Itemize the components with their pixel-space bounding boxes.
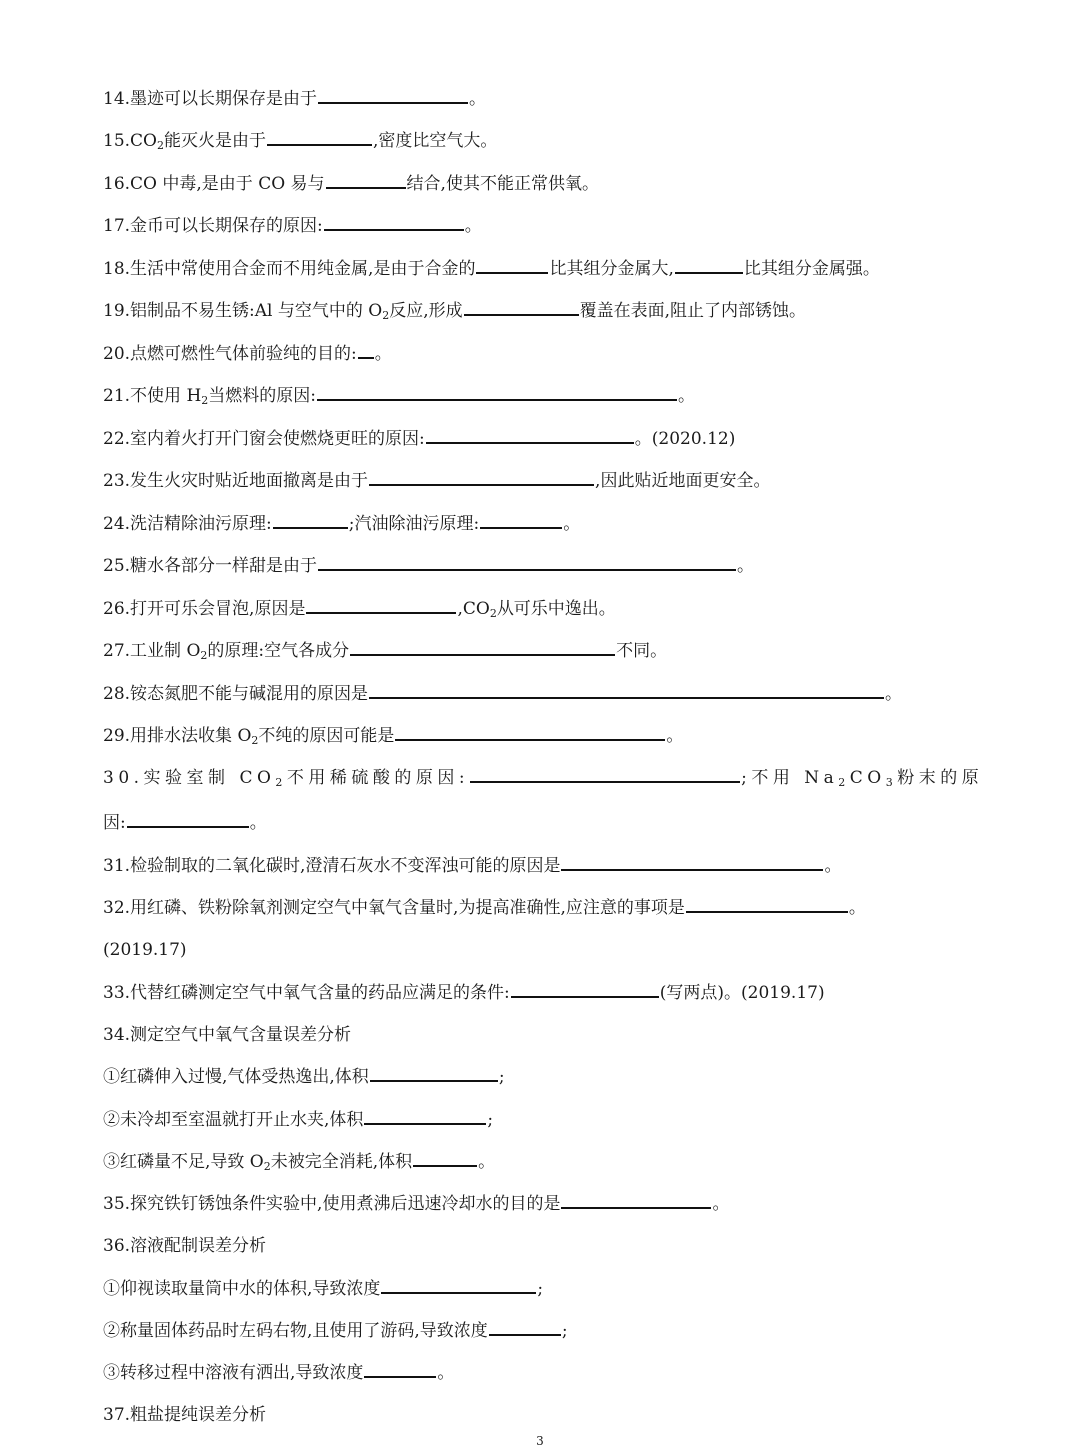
- question-22: 22.室内着火打开门窗会使燃烧更旺的原因: 。(2020.12): [103, 424, 735, 454]
- answer-blank[interactable]: [686, 894, 848, 913]
- question-36-item-2: ②称量固体药品时左码右物,且使用了游码,导致浓度 ;: [103, 1316, 568, 1346]
- page-number: 3: [536, 1434, 544, 1448]
- answer-blank[interactable]: [561, 852, 823, 871]
- question-26: 26.打开可乐会冒泡,原因是 $,CO_2$从可乐中逸出。: [103, 594, 616, 624]
- answer-blank[interactable]: [369, 680, 884, 699]
- answer-blank[interactable]: [364, 1106, 486, 1125]
- answer-blank[interactable]: [318, 552, 736, 571]
- question-20: 20.点燃可燃性气体前验纯的目的: 。: [103, 339, 392, 369]
- question-34-item-1: ①红磷伸入过慢,气体受热逸出,体积 ;: [103, 1062, 505, 1092]
- answer-blank[interactable]: [350, 637, 615, 656]
- question-27: 27.工业制 $O_2$的原理:空气各成分 不同。: [103, 636, 667, 666]
- question-21: 21.不使用 $H_2$当燃料的原因: 。: [103, 381, 695, 411]
- question-15: $15.CO_2$能灭火是由于 ,密度比空气大。: [103, 126, 497, 156]
- answer-blank[interactable]: [370, 1063, 498, 1082]
- answer-blank[interactable]: [489, 1317, 561, 1336]
- answer-blank[interactable]: [426, 425, 634, 444]
- question-28: 28.铵态氮肥不能与碱混用的原因是 。: [103, 679, 902, 709]
- question-14: 14.墨迹可以长期保存是由于 。: [103, 84, 486, 114]
- question-34-title: 34.测定空气中氧气含量误差分析: [103, 1025, 352, 1045]
- answer-blank[interactable]: [318, 85, 468, 104]
- question-25: 25.糖水各部分一样甜是由于 。: [103, 551, 754, 581]
- answer-blank[interactable]: [511, 979, 659, 998]
- question-33: 33.代替红磷测定空气中氧气含量的药品应满足的条件: (写两点)。(2019.17): [103, 978, 825, 1008]
- question-30-continued: 因: 。: [103, 808, 267, 838]
- answer-blank[interactable]: [324, 212, 464, 231]
- answer-blank[interactable]: [675, 255, 743, 274]
- answer-blank[interactable]: [480, 510, 562, 529]
- question-34-item-2: ②未冷却至室温就打开止水夹,体积 ;: [103, 1105, 493, 1135]
- answer-blank[interactable]: [273, 510, 348, 529]
- question-19: 19.铝制品不易生锈:Al 与空气中的 $O_2$反应,形成 覆盖在表面,阻止了内部锈蚀。: [103, 296, 806, 326]
- answer-blank[interactable]: [364, 1359, 436, 1378]
- question-29: 29.用排水法收集 $O_2$不纯的原因可能是 。: [103, 721, 683, 751]
- question-32: 32.用红磷、铁粉除氧剂测定空气中氧气含量时,为提高准确性,应注意的事项是 。: [103, 893, 866, 923]
- answer-blank[interactable]: [369, 467, 594, 486]
- question-36-item-3: ③转移过程中溶液有洒出,导致浓度 。: [103, 1358, 454, 1388]
- answer-blank[interactable]: [413, 1148, 477, 1167]
- question-24: 24.洗洁精除油污原理: ;汽油除油污原理: 。: [103, 509, 580, 539]
- question-23: 23.发生火灾时贴近地面撤离是由于 ,因此贴近地面更安全。: [103, 466, 770, 496]
- answer-blank[interactable]: [470, 764, 740, 783]
- question-18: 18.生活中常使用合金而不用纯金属,是由于合金的 比其组分金属大, 比其组分金属强。: [103, 254, 880, 284]
- answer-blank[interactable]: [306, 595, 456, 614]
- answer-blank[interactable]: [395, 722, 665, 741]
- question-16: 16.CO 中毒,是由于 CO 易与 结合,使其不能正常供氧。: [103, 169, 599, 199]
- answer-blank[interactable]: [358, 340, 374, 359]
- question-30: 30.实验室制 $CO_2$不用稀硫酸的原因: ;不用 $Na_2CO_3$粉末的原: [103, 763, 983, 793]
- answer-blank[interactable]: [317, 382, 677, 401]
- answer-blank[interactable]: [326, 170, 406, 189]
- question-34-item-3: ③红磷量不足,导致 $O_2$未被完全消耗,体积 。: [103, 1147, 495, 1177]
- question-37-title: 37.粗盐提纯误差分析: [103, 1405, 267, 1425]
- question-32-year: (2019.17): [103, 940, 187, 960]
- question-35: 35.探究铁钉锈蚀条件实验中,使用煮沸后迅速冷却水的目的是 。: [103, 1189, 729, 1219]
- answer-blank[interactable]: [381, 1275, 536, 1294]
- question-17: 17.金币可以长期保存的原因: 。: [103, 211, 482, 241]
- answer-blank[interactable]: [476, 255, 548, 274]
- question-36-item-1: ①仰视读取量筒中水的体积,导致浓度 ;: [103, 1274, 543, 1304]
- answer-blank[interactable]: [464, 297, 579, 316]
- question-31: 31.检验制取的二氧化碳时,澄清石灰水不变浑浊可能的原因是 。: [103, 851, 841, 881]
- question-36-title: 36.溶液配制误差分析: [103, 1236, 267, 1256]
- answer-blank[interactable]: [127, 809, 249, 828]
- answer-blank[interactable]: [267, 127, 372, 146]
- answer-blank[interactable]: [561, 1190, 711, 1209]
